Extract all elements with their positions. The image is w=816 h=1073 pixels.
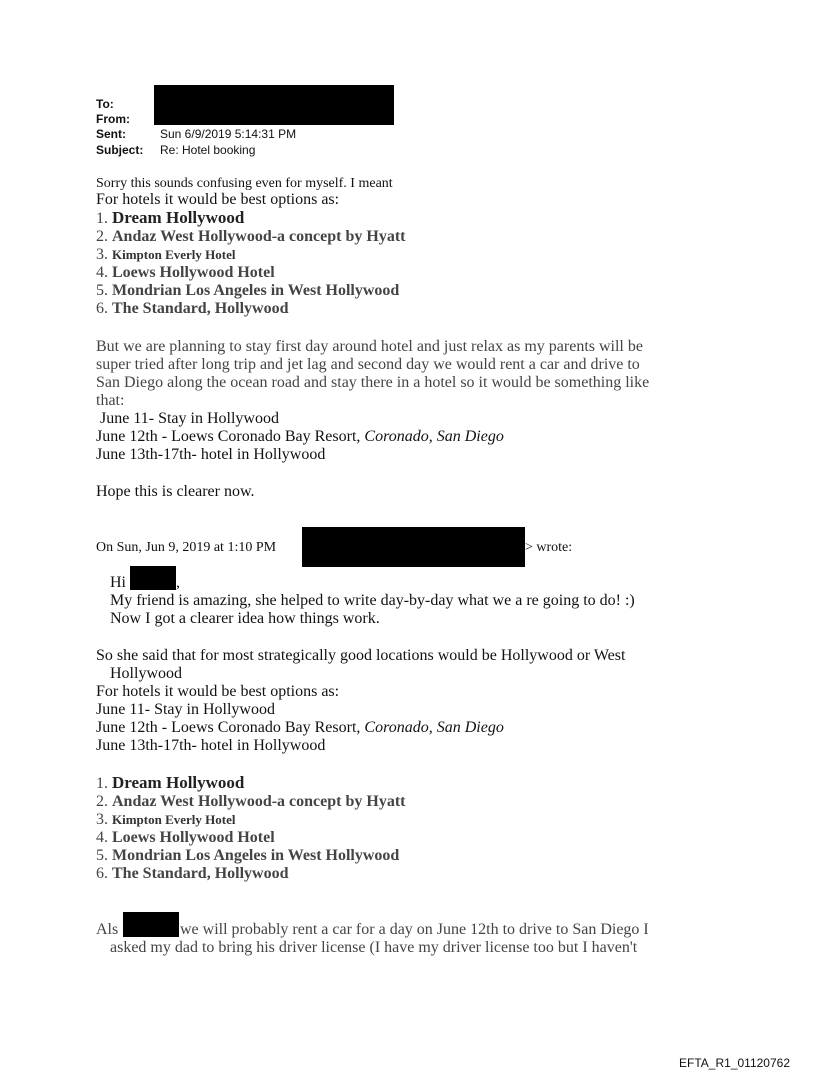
quote-hotel-6: 6. The Standard, Hollywood <box>96 865 289 882</box>
subject-label: Subject: <box>96 143 144 157</box>
redaction-to-from <box>154 85 394 125</box>
quote-itinerary-1: June 11- Stay in Hollywood <box>96 701 275 718</box>
quote-hotel-1: 1. Dream Hollywood <box>96 773 245 792</box>
reply-hotel-5: 5. Mondrian Los Angeles in West Hollywood <box>96 282 400 299</box>
document-id: EFTA_R1_01120762 <box>679 1056 790 1070</box>
from-label: From: <box>96 112 130 126</box>
quote-intro: On Sun, Jun 9, 2019 at 1:10 PM <box>96 540 277 555</box>
quote-p2-line-3: For hotels it would be best options as: <box>96 683 340 700</box>
sent-value: Sun 6/9/2019 5:14:31 PM <box>160 127 297 141</box>
reply-line-2: For hotels it would be best options as: <box>96 191 340 208</box>
reply-para-line-1: But we are planning to stay first day around hotel and just relax as my parents will be <box>96 338 643 355</box>
reply-para-line-4: that: <box>96 392 125 409</box>
quote-hotel-3: 3. Kimpton Everly Hotel <box>96 811 236 828</box>
reply-hotel-2: 2. Andaz West Hollywood-a concept by Hyatt <box>96 228 406 245</box>
quote-hotel-2: 2. Andaz West Hollywood-a concept by Hyatt <box>96 793 406 810</box>
quote-p1-line-2: Now I got a clearer idea how things work. <box>110 610 380 627</box>
quote-also-line-2: asked my dad to bring his driver license (I have my driver license too but I haven't <box>110 939 638 956</box>
quote-itinerary-2: June 12th - Loews Coronado Bay Resort, Coronado, San Diego <box>96 719 504 736</box>
quote-intro-wrote: > wrote: <box>525 540 573 555</box>
quote-hotel-5: 5. Mondrian Los Angeles in West Hollywood <box>96 847 400 864</box>
redaction-sender <box>302 527 525 567</box>
sent-label: Sent: <box>96 127 126 141</box>
reply-hotel-3: 3. Kimpton Everly Hotel <box>96 246 236 263</box>
reply-hotel-1: 1. Dream Hollywood <box>96 208 245 227</box>
reply-itinerary-1: June 11- Stay in Hollywood <box>96 410 279 427</box>
reply-line-1: Sorry this sounds confusing even for myself. I meant <box>96 176 393 191</box>
quote-p2-line-1: So she said that for most strategically good locations would be Hollywood or West <box>96 647 626 664</box>
quote-hotel-4: 4. Loews Hollywood Hotel <box>96 829 275 846</box>
redaction-also-name <box>123 912 179 937</box>
quote-also-line-1: we will probably rent a car for a day on June 12th to drive to San Diego I <box>180 921 649 938</box>
redaction-greeting-name <box>130 566 176 590</box>
quote-p1-line-1: My friend is amazing, she helped to write day-by-day what we a re going to do! :) <box>110 592 635 609</box>
quote-also-pre: Als <box>96 921 119 938</box>
quote-greeting: Hi <box>110 574 126 591</box>
reply-hotel-4: 4. Loews Hollywood Hotel <box>96 264 275 281</box>
quote-itinerary-3: June 13th-17th- hotel in Hollywood <box>96 737 326 754</box>
quote-greeting-comma: , <box>176 574 180 591</box>
reply-itinerary-3: June 13th-17th- hotel in Hollywood <box>96 446 326 463</box>
reply-hotel-6: 6. The Standard, Hollywood <box>96 300 289 317</box>
quote-p2-line-2: Hollywood <box>110 665 182 682</box>
to-label: To: <box>96 97 114 111</box>
reply-para-line-2: super tried after long trip and jet lag and second day we would rent a car and drive to <box>96 356 640 373</box>
reply-para-line-3: San Diego along the ocean road and stay there in a hotel so it would be something like <box>96 374 650 391</box>
subject-value: Re: Hotel booking <box>160 143 256 157</box>
reply-closing: Hope this is clearer now. <box>96 483 255 500</box>
reply-itinerary-2: June 12th - Loews Coronado Bay Resort, Coronado, San Diego <box>96 428 504 445</box>
